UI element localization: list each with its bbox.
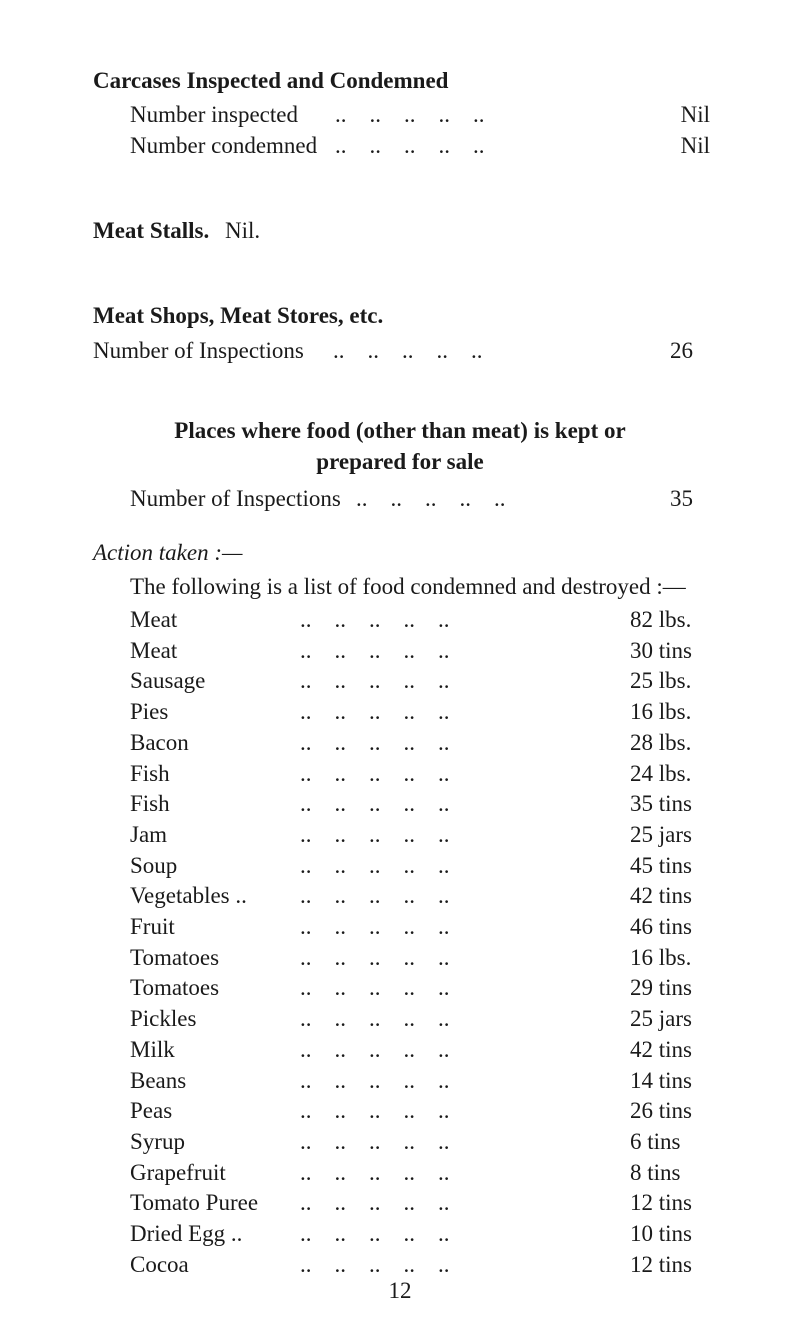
food-item-quantity: 42 tins [630, 1036, 692, 1062]
list-item [130, 1004, 710, 1034]
food-item-label: Sausage [130, 668, 206, 694]
meat-shops-heading: Meat Shops, Meat Stores, etc. [93, 303, 384, 328]
list-item [130, 881, 710, 911]
food-item-label: Meat [130, 637, 178, 663]
leader-dots: .. .. .. .. .. [300, 1098, 450, 1124]
list-item [130, 728, 710, 758]
leader-dots: .. .. .. .. .. [300, 1128, 450, 1154]
row-label: Number of Inspections [130, 486, 341, 511]
list-item [130, 912, 710, 942]
number-condemned-row [130, 131, 710, 161]
leader-dots: .. .. .. .. .. [356, 486, 506, 511]
page-number: 12 [388, 1278, 412, 1303]
leader-dots: .. .. .. .. .. [300, 944, 450, 970]
list-item [130, 820, 710, 850]
food-item-label: Beans [130, 1067, 187, 1093]
list-item [130, 851, 710, 881]
food-item-quantity: 12 tins [630, 1251, 692, 1277]
places-inspections-row [130, 484, 693, 514]
list-item [130, 1035, 710, 1065]
list-item [130, 666, 710, 696]
food-item-label: Jam [130, 821, 168, 847]
food-item-quantity: 8 tins [630, 1159, 681, 1185]
food-item-quantity: 45 tins [630, 852, 692, 878]
food-item-label: Grapefruit [130, 1159, 226, 1185]
list-item [130, 1158, 710, 1188]
action-intro: The following is a list of food condemned and destroyed :— [130, 574, 686, 599]
leader-dots: .. .. .. .. .. [300, 729, 450, 755]
leader-dots: .. .. .. .. .. [300, 821, 450, 847]
leader-dots: .. .. .. .. .. [335, 102, 485, 127]
food-item-label: Pies [130, 699, 169, 725]
food-item-label: Tomatoes [130, 944, 220, 970]
row-label: Number inspected [130, 102, 298, 127]
leader-dots: .. .. .. .. .. [300, 975, 450, 1001]
leader-dots: .. .. .. .. .. [300, 791, 450, 817]
leader-dots: .. .. .. .. .. [300, 1006, 450, 1032]
food-item-label: Fish [130, 791, 170, 817]
row-label: Number condemned [130, 133, 318, 158]
food-item-label: Pickles [130, 1006, 197, 1032]
food-item-quantity: 25 lbs. [630, 668, 692, 694]
food-item-quantity: 10 tins [630, 1221, 692, 1246]
row-label: Number of Inspections [93, 338, 304, 363]
list-item [130, 1096, 710, 1126]
list-item [130, 973, 710, 1003]
leader-dots: .. .. .. .. .. [300, 1067, 450, 1093]
list-item [130, 789, 710, 819]
food-item-quantity: 6 tins [630, 1128, 681, 1154]
leader-dots: .. .. .. .. .. [300, 852, 450, 878]
action-heading: Action taken :— [93, 540, 243, 565]
food-item-label: Vegetables .. [130, 883, 247, 909]
row-value: 26 [670, 338, 693, 363]
food-item-quantity: 29 tins [630, 975, 692, 1001]
food-item-label: Syrup [130, 1128, 185, 1154]
food-item-quantity: 30 tins [630, 637, 692, 663]
list-item [130, 1066, 710, 1096]
food-item-label: Soup [130, 852, 178, 878]
food-item-label: Bacon [130, 729, 189, 755]
leader-dots: .. .. .. .. .. [300, 1251, 450, 1277]
leader-dots: .. .. .. .. .. [300, 1221, 450, 1246]
meat-stalls-value: Nil. [225, 218, 261, 243]
list-item [130, 759, 710, 789]
leader-dots: .. .. .. .. .. [300, 607, 450, 632]
list-item [130, 605, 710, 635]
food-item-quantity: 25 jars [630, 821, 692, 847]
leader-dots: .. .. .. .. .. [300, 668, 450, 694]
list-item [130, 1188, 710, 1218]
food-item-quantity: 25 jars [630, 1006, 692, 1032]
food-item-label: Cocoa [130, 1251, 189, 1277]
food-item-label: Meat [130, 607, 178, 632]
food-item-quantity: 42 tins [630, 883, 692, 909]
food-item-label: Peas [130, 1098, 173, 1124]
food-item-quantity: 46 tins [630, 914, 692, 939]
leader-dots: .. .. .. .. .. [300, 1036, 450, 1062]
leader-dots: .. .. .. .. .. [300, 883, 450, 909]
food-item-label: Tomato Puree [130, 1190, 259, 1216]
food-item-label: Fruit [130, 914, 175, 939]
food-item-quantity: 26 tins [630, 1098, 692, 1124]
food-item-label: Tomatoes [130, 975, 220, 1001]
leader-dots: .. .. .. .. .. [300, 699, 450, 725]
places-heading-line2: prepared for sale [316, 449, 484, 474]
food-item-quantity: 28 lbs. [630, 729, 692, 755]
food-item-quantity: 35 tins [630, 791, 692, 817]
meat-shops-inspections-row [93, 336, 693, 366]
leader-dots: .. .. .. .. .. [300, 637, 450, 663]
food-item-label: Dried Egg .. [130, 1221, 243, 1246]
row-value: Nil [680, 133, 710, 158]
meat-stalls-title: Meat Stalls. [93, 218, 210, 243]
list-item [130, 943, 710, 973]
food-item-quantity: 16 lbs. [630, 944, 692, 970]
food-item-quantity: 24 lbs. [630, 760, 692, 786]
row-value: 35 [670, 486, 693, 511]
leader-dots: .. .. .. .. .. [333, 338, 483, 363]
row-value: Nil [680, 102, 710, 127]
leader-dots: .. .. .. .. .. [300, 1159, 450, 1185]
list-item [130, 1127, 710, 1157]
list-item [130, 1219, 710, 1249]
food-item-label: Milk [130, 1036, 175, 1062]
number-inspected-row [130, 100, 710, 130]
list-item [130, 636, 710, 666]
food-item-quantity: 82 lbs. [630, 607, 692, 632]
list-item [130, 1250, 710, 1280]
leader-dots: .. .. .. .. .. [300, 914, 450, 939]
leader-dots: .. .. .. .. .. [300, 760, 450, 786]
food-item-quantity: 12 tins [630, 1190, 692, 1216]
food-item-quantity: 14 tins [630, 1067, 692, 1093]
places-heading-line1: Places where food (other than meat) is kept or [174, 418, 626, 443]
leader-dots: .. .. .. .. .. [335, 133, 485, 158]
meat-stalls-heading [93, 218, 260, 244]
carcases-heading: Carcases Inspected and Condemned [93, 68, 449, 93]
list-item [130, 697, 710, 727]
food-item-quantity: 16 lbs. [630, 699, 692, 725]
leader-dots: .. .. .. .. .. [300, 1190, 450, 1216]
food-item-label: Fish [130, 760, 170, 786]
